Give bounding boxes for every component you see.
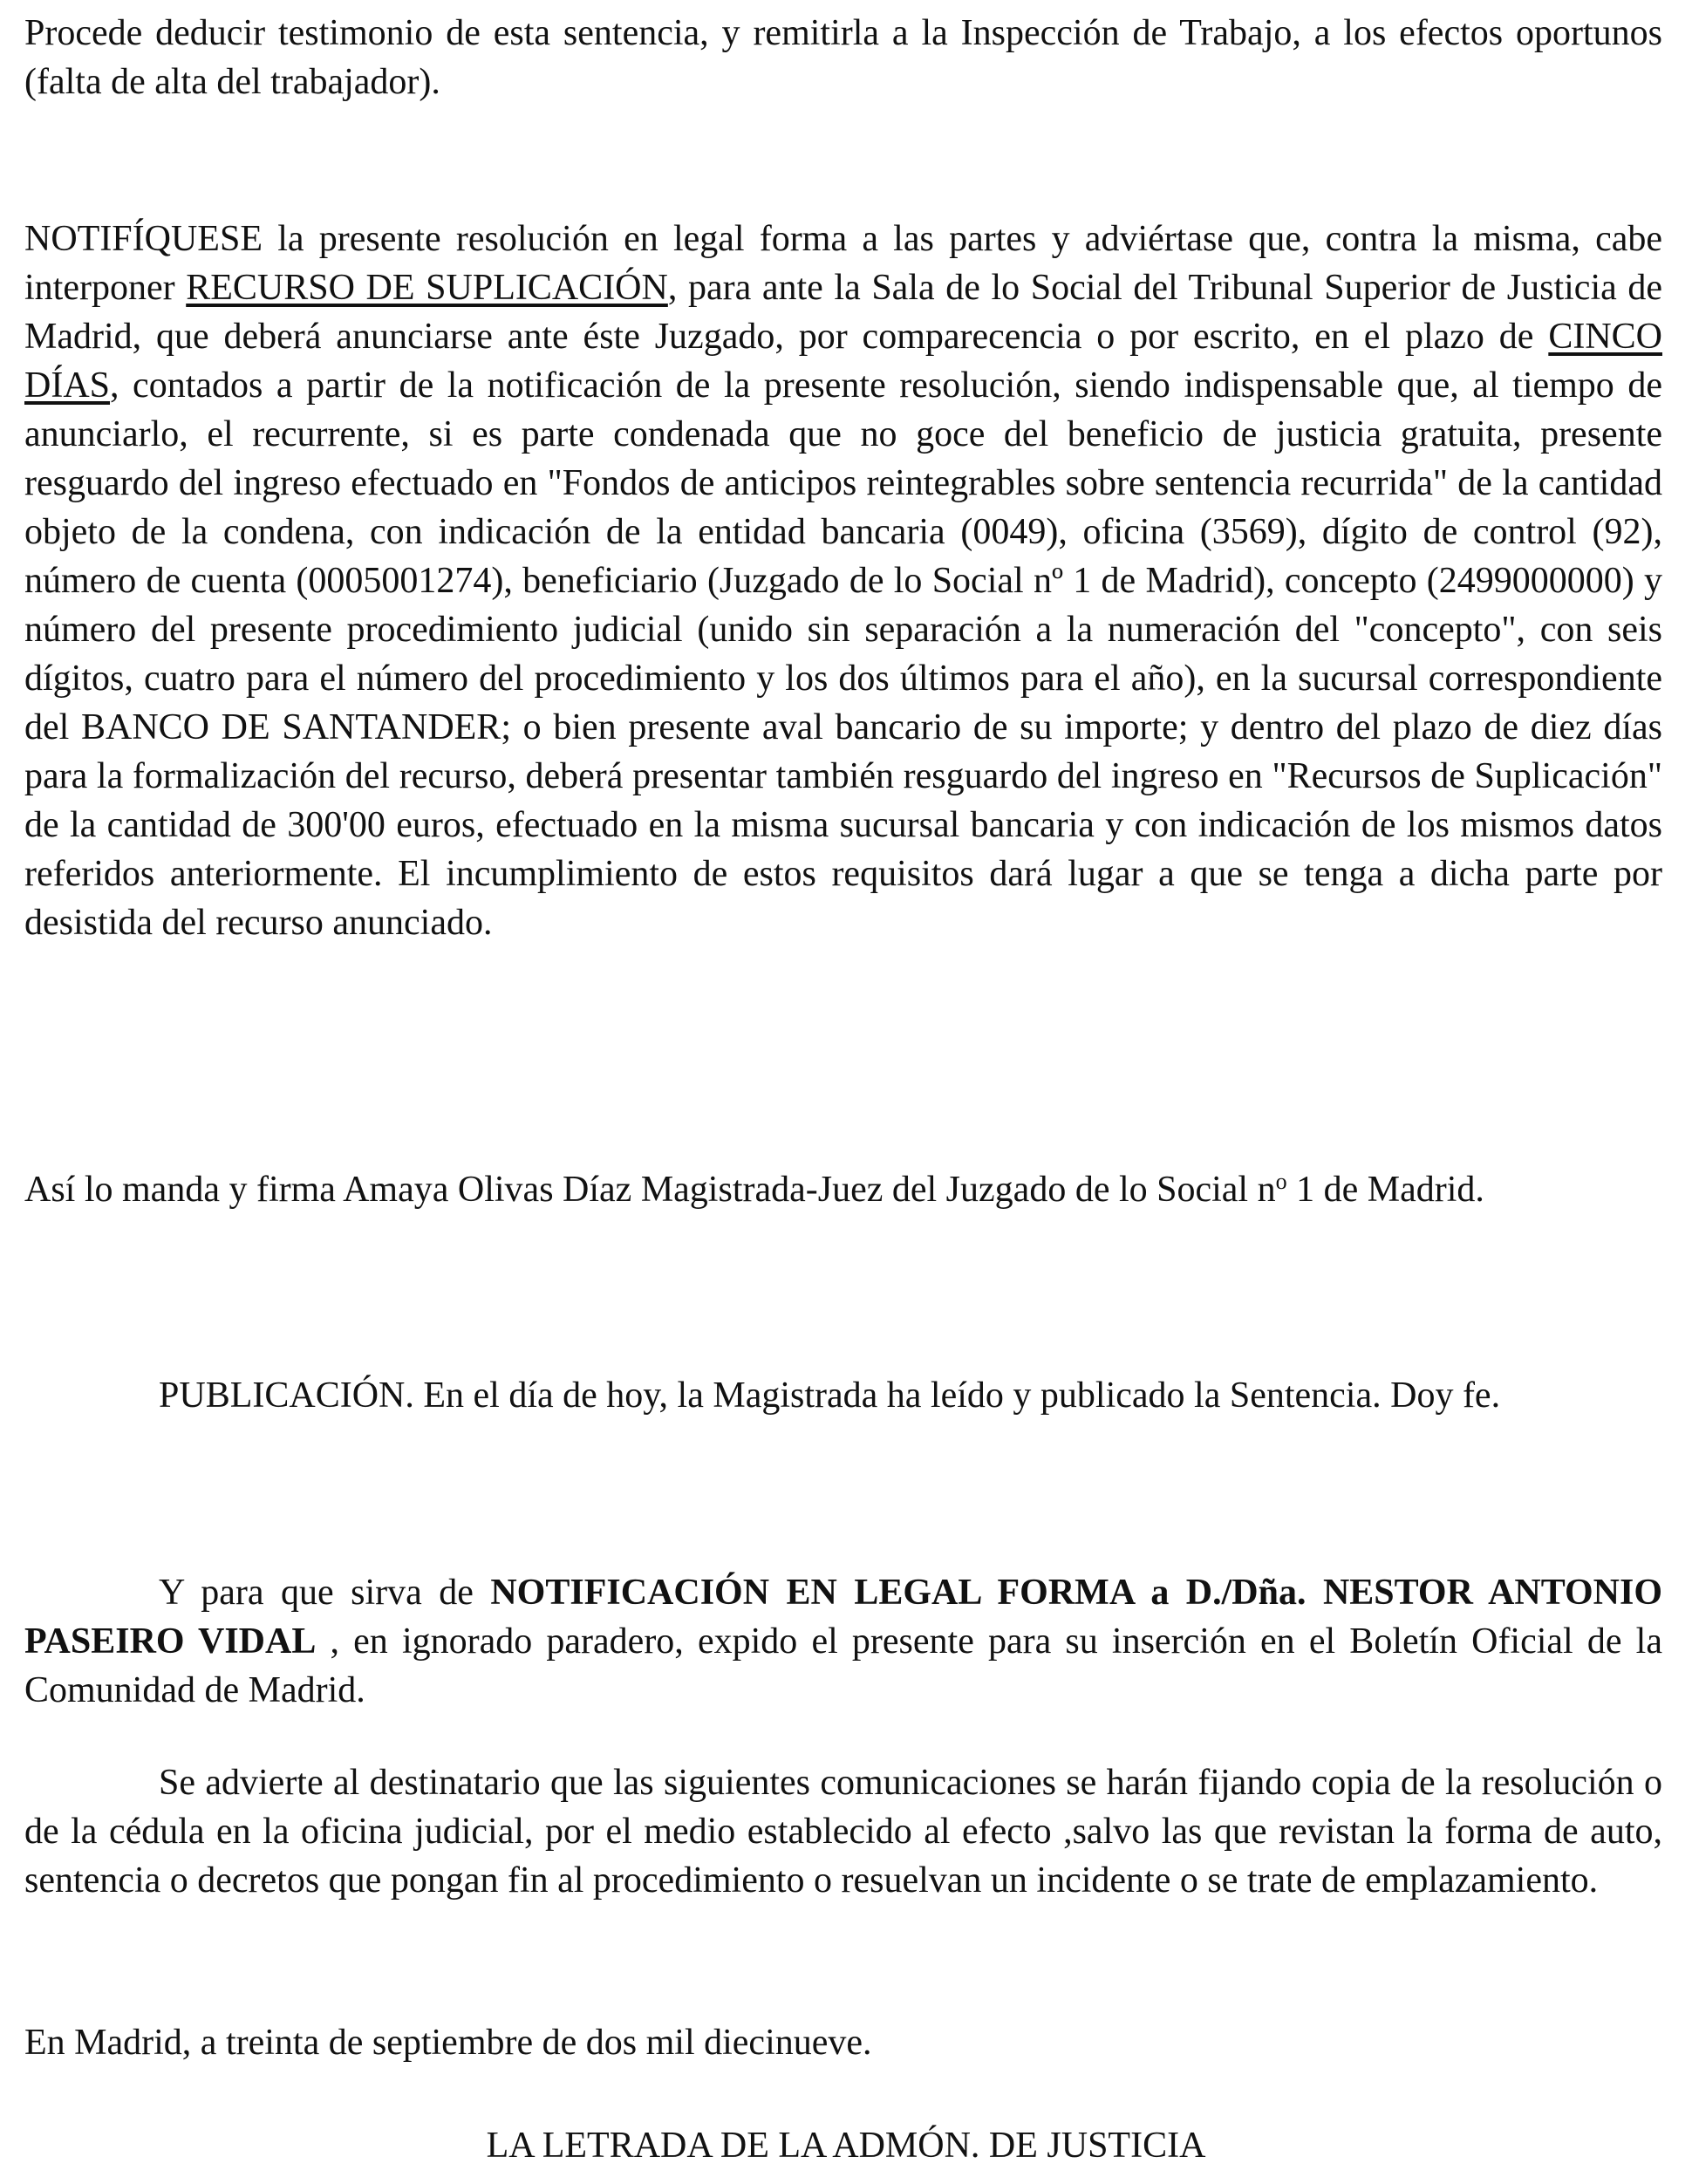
firma-ordinal-sup: o — [1275, 1169, 1287, 1194]
firma-after-text: 1 de Madrid. — [1286, 1170, 1484, 1210]
recurso-mid-text: , para ante la Sala de lo Social del Tribunal Superior de Justicia de Madrid, que deberá anunciarse ante éste Juzgado, por comparecencia o por escrito, en el plazo de — [24, 268, 1663, 357]
recurso-intro-text: NOTIFÍQUESE la presente resolución en legal forma a las partes y adviértase que, contra la misma, cabe interponer — [24, 219, 1662, 308]
paragraph-fecha — [24, 2018, 1662, 2067]
recurso-rest-text: , contados a partir de la notificación de la presente resolución, siendo indispensable que, al tiempo de anunciarlo, el recurrente, si es parte condenada que no goce del beneficio de justicia gratuita, presente resguardo del ingreso efectuado en "Fondos de anticipos reintegrables sobre sentencia recurrida" de la cantidad objeto de la condena, con indicación de la entidad bancaria (0049), oficina (3569), dígito de control (92), número de cuenta (0005001274), beneficiario (Juzgado de lo Social nº 1 de Madrid), concepto (2499000000) y número del presente procedimiento judicial (unido sin separación a la numeración del "concepto", con seis dígitos, cuatro para el número del procedimiento y los dos últimos para el año), en la sucursal correspondiente del BANCO DE SANTANDER; o bien presente aval bancario de su importe; y dentro del plazo de diez días para la formalización del recurso, deberá presentar también resguardo del ingreso en "Recursos de Suplicación" de la cantidad de 300'00 euros, efectuado en la misma sucursal bancaria y con indicación de los mismos datos referidos anteriormente. El incumplimiento de estos requisitos dará lugar a que se tenga a dicha parte por desistida del recurso anunciado. — [24, 365, 1662, 943]
notificacion-rest-text: , en ignorado paradero, expido el presente para su inserción en el Boletín Oficial de la Comunidad de Madrid. — [24, 1621, 1662, 1710]
paragraph-publicacion — [24, 1371, 1662, 1420]
signature-text: LA LETRADA DE LA ADMÓN. DE JUSTICIA — [486, 2126, 1206, 2166]
plazo-cinco-dias-text: CINCO DÍAS — [24, 317, 1662, 406]
paragraph-testimonio-text: Procede deducir testimonio de esta sentencia, y remitirla a la Inspección de Trabajo, a los efectos oportunos (falta de alta del trabajador). — [24, 13, 1662, 102]
publicacion-text: PUBLICACIÓN. En el día de hoy, la Magistrada ha leído y publicado la Sentencia. Doy fe. — [159, 1375, 1501, 1416]
notificacion-intro-text: Y para que sirva de — [159, 1573, 491, 1613]
recurso-suplicacion-text: RECURSO DE SUPLICACIÓN — [186, 268, 668, 308]
paragraph-testimonio — [24, 9, 1662, 106]
paragraph-notificacion-recurso — [24, 215, 1662, 947]
paragraph-notificacion-legal — [24, 1568, 1662, 1715]
paragraph-advertencia — [24, 1758, 1662, 1905]
paragraph-firma-magistrada — [24, 1165, 1662, 1214]
firma-before-text: Así lo manda y firma Amaya Olivas Díaz Magistrada-Juez del Juzgado de lo Social n — [24, 1170, 1276, 1210]
notificacion-destinatario-bold: NOTIFICACIÓN EN LEGAL FORMA a D./Dña. NESTOR ANTONIO PASEIRO VIDAL — [24, 1573, 1662, 1662]
signature-title — [0, 2121, 1692, 2170]
fecha-text: En Madrid, a treinta de septiembre de dos mil diecinueve. — [24, 2023, 872, 2063]
advertencia-text: Se advierte al destinatario que las siguientes comunicaciones se harán fijando copia de la resolución o de la cédula en la oficina judicial, por el medio establecido al efecto ,salvo las que revistan la forma de auto, sentencia o decretos que pongan fin al procedimiento o resuelvan un incidente o se trate de emplazamiento. — [24, 1763, 1662, 1901]
